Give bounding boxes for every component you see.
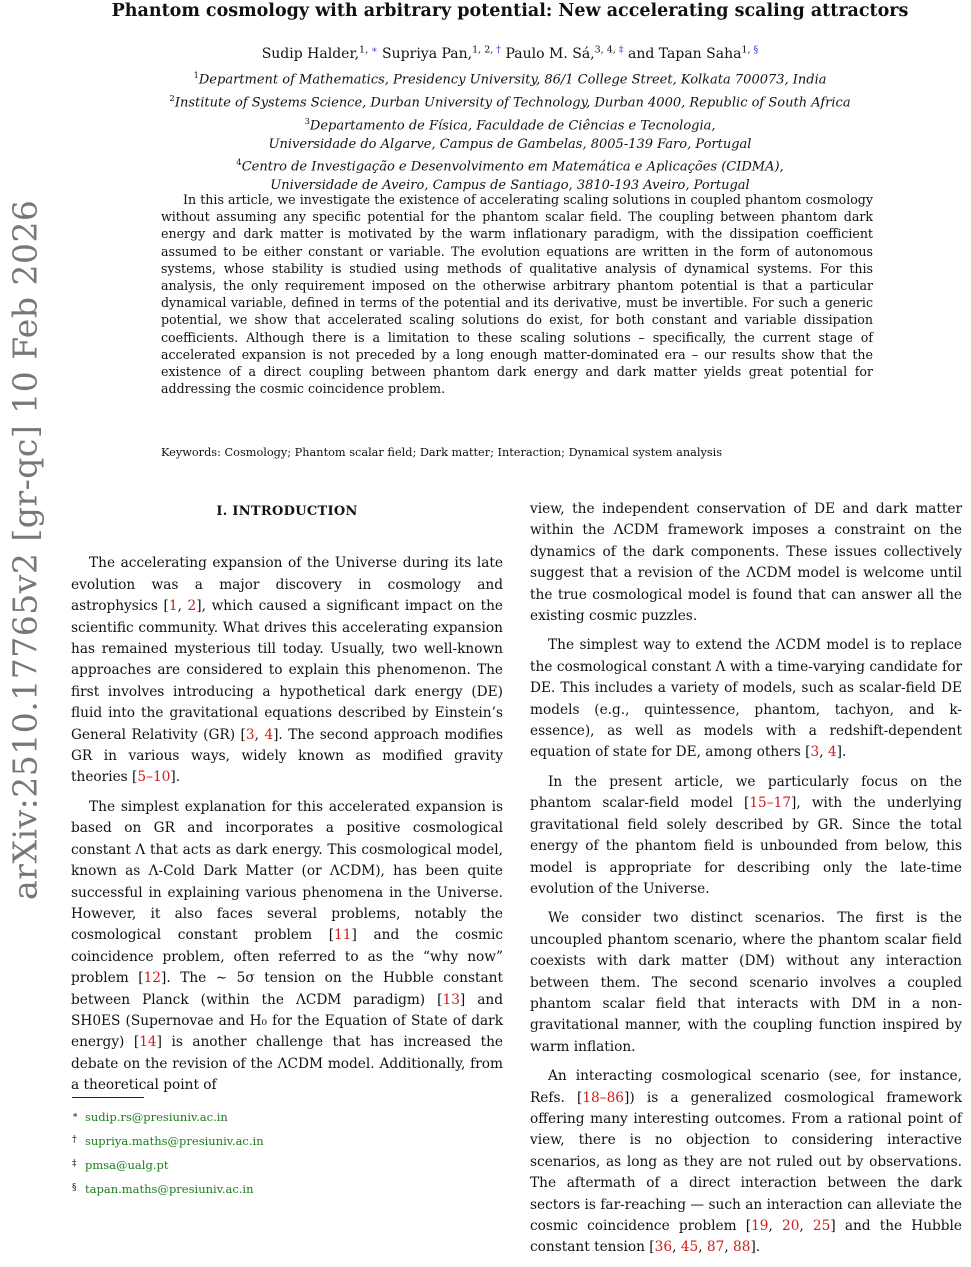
paragraph: view, the independent conservation of DE and dark matter within the ΛCDM framework imposes a constraint on the dynamics of the dark components. These issues collectively suggest that a revision of the ΛCDM model is welcome until the true cosmological model is found that can answer all the existing cosmic puzzles. bbox=[530, 501, 962, 625]
author-footnote-link[interactable]: ‡ bbox=[618, 44, 624, 55]
author-footnote-link[interactable]: † bbox=[496, 44, 502, 55]
paragraph: An interacting cosmological scenario (see, for instance, Refs. [18–86]) is a generalized cosmological framework offering many interesting outcomes. From a rational point of view, there is no objection to considering interactive scenarios, as long as they are not ruled out by observations. The aftermath of a direct interaction between the dark sectors is far-reaching — such an interaction can alleviate the cosmic coincidence problem [19, 20, 25] and the Hubble constant tension [36, 45, 87, 88]. bbox=[530, 1068, 963, 1256]
citation-link[interactable]: 5–10 bbox=[137, 769, 171, 786]
citation-link[interactable]: 12 bbox=[143, 970, 162, 987]
citation-link[interactable]: 87 bbox=[706, 1239, 725, 1256]
citation-link[interactable]: 4 bbox=[827, 744, 837, 761]
arxiv-sidebar bbox=[0, 199, 50, 900]
citation-link[interactable]: 36 bbox=[654, 1239, 673, 1256]
footnote-divider bbox=[72, 1097, 144, 1098]
citation-link[interactable]: 2 bbox=[187, 598, 197, 615]
citation-link[interactable]: 11 bbox=[334, 927, 352, 944]
paragraph: The simplest way to extend the ΛCDM model is to replace the cosmological constant Λ with a time-varying candidate for DE. This includes a variety of models, such as scalar-field DE models (e.g., quintessence, phantom, tachyon, and k-essence), as well as models with a redshift-dependent equation of state for DE, among others [3, 4]. bbox=[530, 637, 962, 761]
affiliation: $^4$Centro de Investigação e Desenvolvimento em Matemática e Aplicações (CIDMA), bbox=[236, 158, 784, 175]
email-link[interactable]: pmsa@ualg.pt bbox=[85, 1158, 169, 1172]
paper-title: Phantom cosmology with arbitrary potential: New accelerating scaling attractors bbox=[111, 1, 909, 21]
author: Supriya Pan,$^{1, 2, \dagger}$ bbox=[377, 44, 502, 62]
author: Sudip Halder,$^{1, ∗}$ bbox=[261, 44, 378, 62]
footnote: § tapan.maths@presiuniv.ac.in bbox=[72, 1178, 492, 1202]
affiliation: $^2$Institute of Systems Science, Durban University of Technology, Durban 4000, Republic of South Africa bbox=[169, 93, 851, 111]
citation-link[interactable]: 14 bbox=[139, 1034, 157, 1051]
affiliation: $^3$Departamento de Física, Faculdade de Ciências e Tecnologia, bbox=[304, 116, 716, 134]
affiliation: $^1$Department of Mathematics, Presidency University, 86/1 College Street, Kolkata 700073, India bbox=[193, 71, 827, 88]
affiliation: Universidade de Aveiro, Campus de Santiago, 3810-193 Aveiro, Portugal bbox=[270, 178, 750, 194]
paragraph: The accelerating expansion of the Universe during its late evolution was a major discovery in cosmology and astrophysics [1, 2], which caused a significant impact on the scientific community. What drives this accelerating expansion has remained mysterious till today. Usually, two well-known approaches are considered to explain this phenomenon. The first involves introducing a hypothetical dark energy (DE) fluid into the gravitational equations described by Einstein’s General Relativity (GR) [3, 4]. The second approach modifies GR in various ways, widely known as modified gravity theories [5–10]. bbox=[71, 555, 503, 786]
footnote: ∗ sudip.rs@presiuniv.ac.in bbox=[72, 1106, 492, 1130]
arxiv-identifier: arXiv:2510.17765v2 [gr-qc] 10 Feb 2026 bbox=[5, 199, 45, 900]
author-footnote-link[interactable]: § bbox=[753, 44, 759, 55]
abstract: In this article, we investigate the existence of accelerating scaling solutions in coupled phantom cosmology without assuming any specific potential for the phantom scalar field. The coupling between phantom dark energy and dark matter is motivated by the warm inflationary paradigm, with the dissipation coefficient assumed to be either constant or variable. The evolution equations are written in the form of autonomous systems, whose stability is studied using methods of qualitative analysis of dynamical systems. For this analysis, the only requirement imposed on the otherwise arbitrary phantom potential is that a particular dynamical variable, defined in terms of the potential and its derivative, must be invertible. For such a generic potential, we show that accelerated scaling solutions do exist, for both constant and variable dissipation coefficients. Although there is a limitation to these scaling solutions – specifically, the current stage of accelerated expansion is not preceded by a long enough matter-dominated era – our results show that the existence of a direct coupling between phantom dark energy and dark matter yields great potential for addressing the cosmic coincidence problem. bbox=[161, 192, 873, 397]
paragraph: In the present article, we particularly focus on the phantom scalar-field model [15–17], with the underlying gravitational field solely described by GR. Since the total energy of the phantom field is unbounded from below, this model is appropriate for describing only the late-time evolution of the Universe. bbox=[530, 773, 962, 897]
citation-link[interactable]: 88 bbox=[733, 1239, 751, 1256]
citation-link[interactable]: 18–86 bbox=[582, 1089, 625, 1106]
citation-link[interactable]: 4 bbox=[264, 726, 274, 743]
footnote: ‡ pmsa@ualg.pt bbox=[72, 1154, 492, 1178]
footnote: † supriya.maths@presiuniv.ac.in bbox=[72, 1130, 492, 1154]
paragraph: The simplest explanation for this accelerated expansion is based on GR and incorporates a positive cosmological constant Λ that acts as dark energy. This cosmological model, known as Λ-Cold Dark Matter (or ΛCDM), has been quite successful in explaining various phenomena in the Universe. However, it also faces several problems, notably the cosmological constant problem [11] and the cosmic coincidence problem, often referred to as the “why now” problem [12]. The ∼ 5σ tension on the Hubble constant between Planck (within the ΛCDM paradigm) [13] and SH0ES (Supernovae and H₀ for the Equation of State of dark energy) [14] is another challenge that has increased the debate on the revision of the ΛCDM model. Additionally, from a theoretical point of bbox=[71, 798, 503, 1094]
citation-link[interactable]: 15–17 bbox=[749, 795, 792, 812]
email-link[interactable]: supriya.maths@presiuniv.ac.in bbox=[85, 1134, 264, 1148]
citation-link[interactable]: 3 bbox=[810, 744, 820, 761]
author-footnote-link[interactable]: ∗ bbox=[371, 44, 378, 55]
section-heading: I. INTRODUCTION bbox=[216, 504, 358, 519]
citation-link[interactable]: 45 bbox=[680, 1239, 699, 1256]
email-link[interactable]: tapan.maths@presiuniv.ac.in bbox=[85, 1182, 254, 1196]
author: and Tapan Saha$^{1, \S}$ bbox=[623, 44, 759, 62]
affiliations bbox=[70, 67, 950, 196]
right-column bbox=[530, 499, 962, 1267]
footnotes bbox=[72, 1106, 492, 1202]
affiliation: Universidade do Algarve, Campus de Gambelas, 8005-139 Faro, Portugal bbox=[268, 136, 752, 152]
author-list bbox=[70, 40, 950, 64]
citation-link[interactable]: 13 bbox=[442, 991, 460, 1008]
author: Paulo M. Sá,$^{3, 4, \ddagger}$ bbox=[501, 44, 624, 62]
left-column bbox=[71, 497, 503, 1105]
paragraph: We consider two distinct scenarios. The first is the uncoupled phantom scenario, where the phantom scalar field coexists with dark matter (DM) without any interaction between them. The second scenario involves a coupled phantom scalar field that interacts with DM in a non-gravitational manner, with the coupling function inspired by warm inflation. bbox=[530, 910, 962, 1055]
email-link[interactable]: sudip.rs@presiuniv.ac.in bbox=[85, 1110, 228, 1124]
citation-link[interactable]: 25 bbox=[812, 1218, 831, 1234]
citation-link[interactable]: 1 bbox=[168, 598, 178, 615]
citation-link[interactable]: 20 bbox=[782, 1218, 800, 1234]
citation-link[interactable]: 3 bbox=[245, 726, 255, 743]
keywords: Keywords: Cosmology; Phantom scalar field; Dark matter; Interaction; Dynamical system analysis bbox=[161, 446, 723, 459]
citation-link[interactable]: 19 bbox=[751, 1218, 769, 1234]
